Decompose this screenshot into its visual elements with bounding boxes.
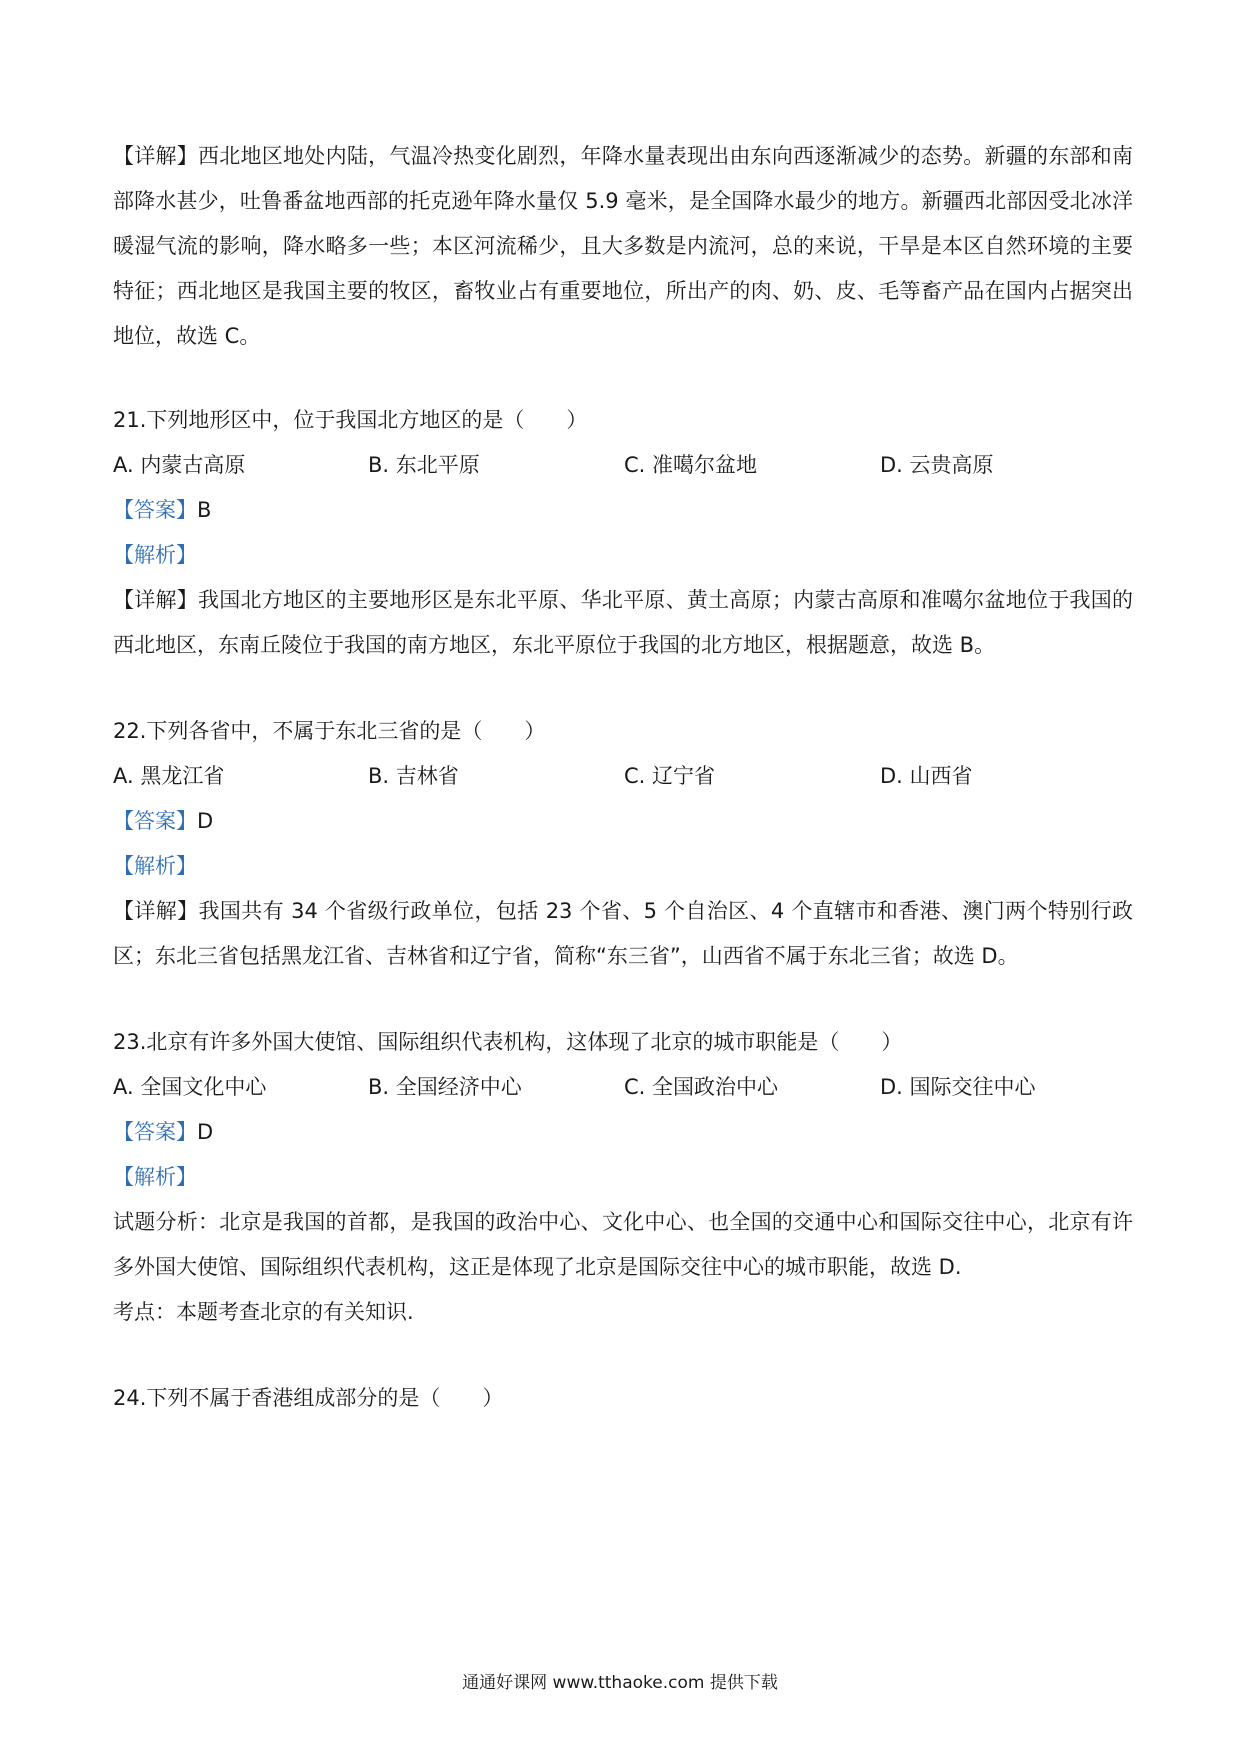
detail-label: 【详解】 [113, 588, 199, 612]
detail-text: 我国北方地区的主要地形区是东北平原、华北平原、黄土高原；内蒙古高原和准噶尔盆地位于我国的西北地区，东南丘陵位于我国的南方地区，东北平原位于我国的北方地区，根据题意，故选 B。 [113, 588, 1134, 657]
question-stem: 22.下列各省中，不属于东北三省的是（ ） [113, 719, 546, 743]
answer-line [113, 488, 1133, 533]
option-b: B. 全国经济中心 [368, 1075, 522, 1099]
answer-value: B [197, 498, 212, 522]
analysis-paragraph: 试题分析：北京是我国的首都，是我国的政治中心、文化中心、也全国的交通中心和国际交往中心，北京有许多外国大使馆、国际组织代表机构，这正是体现了北京是国际交往中心的城市职能，故选 D. [113, 1210, 1133, 1279]
question-22 [113, 709, 1133, 979]
analysis-line [113, 533, 1133, 578]
intro-paragraph [113, 134, 1133, 359]
detail-text: 我国共有 34 个省级行政单位，包括 23 个省、5 个自治区、4 个直辖市和香港、澳门两个特别行政区；东北三省包括黑龙江省、吉林省和辽宁省，简称“东三省”，山西省不属于东北三省；故选 D。 [113, 899, 1133, 968]
analysis-line [113, 844, 1133, 889]
page-footer: 通通好课网 www.tthaoke.com 提供下载 [462, 1673, 778, 1693]
question-23 [113, 1020, 1133, 1335]
analysis-line [113, 1155, 1133, 1200]
answer-line [113, 799, 1133, 844]
option-c: C. 全国政治中心 [624, 1075, 779, 1099]
analysis-label: 【解析】 [113, 854, 197, 878]
intro-section [113, 134, 1133, 359]
option-c: C. 辽宁省 [624, 764, 716, 788]
detail-label: 【详解】 [113, 899, 199, 923]
answer-label: 【答案】 [113, 1120, 197, 1144]
detail-label: 【详解】 [113, 144, 199, 168]
option-b: B. 吉林省 [368, 764, 459, 788]
analysis-label: 【解析】 [113, 543, 197, 567]
answer-label: 【答案】 [113, 809, 197, 833]
option-d: D. 国际交往中心 [880, 1075, 1036, 1099]
options-row [113, 443, 1133, 488]
answer-line [113, 1110, 1133, 1155]
detail-paragraph [113, 578, 1133, 668]
option-a: A. 全国文化中心 [113, 1075, 267, 1099]
kaodian-line: 考点：本题考查北京的有关知识. [113, 1300, 414, 1324]
option-b: B. 东北平原 [368, 453, 480, 477]
detail-text: 西北地区地处内陆，气温冷热变化剧烈，年降水量表现出由东向西逐渐减少的态势。新疆的东部和南部降水甚少，吐鲁番盆地西部的托克逊年降水量仅 5.9 毫米，是全国降水最少的地方。新疆西北部因受北冰洋暖湿气流的影响，降水略多一些；本区河流稀少，且大多数是内流河，总的来说，干旱是本区自然环境的主要特征；西北地区是我国主要的牧区，畜牧业占有重要地位，所出产的肉、奶、皮、毛等畜产品在国内占据突出地位，故选 C。 [113, 144, 1134, 348]
answer-value: D [197, 1120, 214, 1144]
analysis-label: 【解析】 [113, 1165, 197, 1189]
detail-paragraph [113, 889, 1133, 979]
option-c: C. 准噶尔盆地 [624, 453, 758, 477]
question-stem: 21.下列地形区中，位于我国北方地区的是（ ） [113, 408, 588, 432]
options-row [113, 1065, 1133, 1110]
question-stem: 23.北京有许多外国大使馆、国际组织代表机构，这体现了北京的城市职能是（ ） [113, 1030, 903, 1054]
answer-value: D [197, 809, 214, 833]
option-a: A. 黑龙江省 [113, 764, 225, 788]
options-row [113, 754, 1133, 799]
option-d: D. 云贵高原 [880, 453, 994, 477]
question-24 [113, 1376, 1133, 1421]
answer-label: 【答案】 [113, 498, 197, 522]
option-a: A. 内蒙古高原 [113, 453, 246, 477]
question-stem: 24.下列不属于香港组成部分的是（ ） [113, 1386, 504, 1410]
question-21 [113, 398, 1133, 668]
option-d: D. 山西省 [880, 764, 973, 788]
